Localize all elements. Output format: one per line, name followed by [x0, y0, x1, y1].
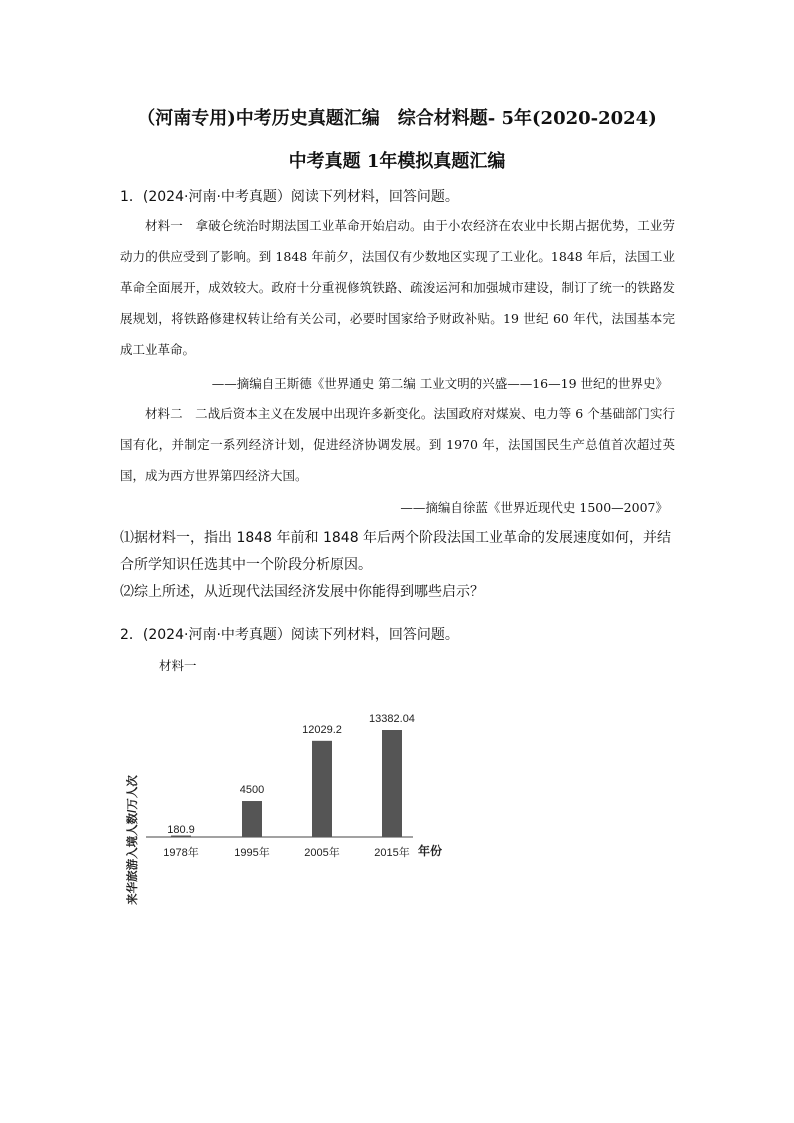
chart-data-label-3: 13382.04	[369, 713, 415, 725]
chart-x-tick-label-0: 1978年	[163, 847, 199, 859]
chart-bar-3	[382, 730, 402, 837]
material-2-source: ——摘编自徐蓝《世界近现代史 1500—2007》	[400, 500, 668, 515]
chart-x-tick-label-3: 2015年	[374, 847, 410, 859]
material-2-text: 材料二 二战后资本主义在发展中出现许多新变化。法国政府对煤炭、电力等 6 个基础部门实行国有化，并制定一系列经济计划，促进经济协调发展。到 1970 年，法国国民生产总值首次超过英国，成为西方世界第四经济大国。	[120, 406, 675, 483]
chart-data-label-0: 180.9	[167, 824, 195, 836]
chart-bar-2	[312, 741, 332, 837]
chart-bar-1	[242, 801, 262, 837]
question-1-subquestions	[120, 525, 676, 606]
chart-data-label-1: 4500	[239, 784, 265, 797]
question-1-material-2	[120, 398, 675, 491]
document-title-line-2: 中考真题 1年模拟真题汇编	[288, 151, 506, 172]
tourism-bar-chart	[0, 660, 794, 960]
question-1-material-1	[120, 210, 675, 365]
chart-y-axis-label: 来华旅游入境人数/万人次	[127, 775, 139, 905]
material-1-source: ——摘编自王斯德《世界通史 第二编 工业文明的兴盛——16—19 世纪的世界史》	[211, 376, 668, 391]
document-title-line-1: （河南专用)中考历史真题汇编 综合材料题- 5年(2020-2024)	[137, 108, 657, 129]
question-1-sub-2: ⑵综上所述，从近现代法国经济发展中你能得到哪些启示？	[120, 584, 484, 600]
question-2-stem: 2．(2024·河南·中考真题）阅读下列材料，回答问题。	[120, 627, 459, 643]
chart-data-label-2: 12029.2	[302, 723, 342, 736]
question-2-material-label: 材料一	[159, 658, 197, 673]
chart-x-tick-label-1: 1995年	[234, 847, 270, 859]
material-1-text: 材料一 拿破仑统治时期法国工业革命开始启动。由于小农经济在农业中长期占据优势，工业劳动力的供应受到了影响。到 1848 年前夕，法国仅有少数地区实现了工业化。1848 年后，法国工业革命全面展开，成效较大。政府十分重视修筑铁路、疏浚运河和加强城市建设，制订了统一的铁路发展规划，将铁路修建权转让给有关公司，必要时国家给予财政补贴。19 世纪 60 年代，法国基本完成工业革命。	[120, 218, 675, 357]
question-1-stem: 1．(2024·河南·中考真题）阅读下列材料，回答问题。	[120, 189, 459, 205]
question-1-sub-1: ⑴据材料一，指出 1848 年前和 1848 年后两个阶段法国工业革命的发展速度如何，并结合所学知识任选其中一个阶段分析原因。	[120, 530, 672, 573]
chart-x-axis-label: 年份	[418, 844, 443, 858]
chart-x-tick-label-2: 2005年	[304, 847, 340, 859]
